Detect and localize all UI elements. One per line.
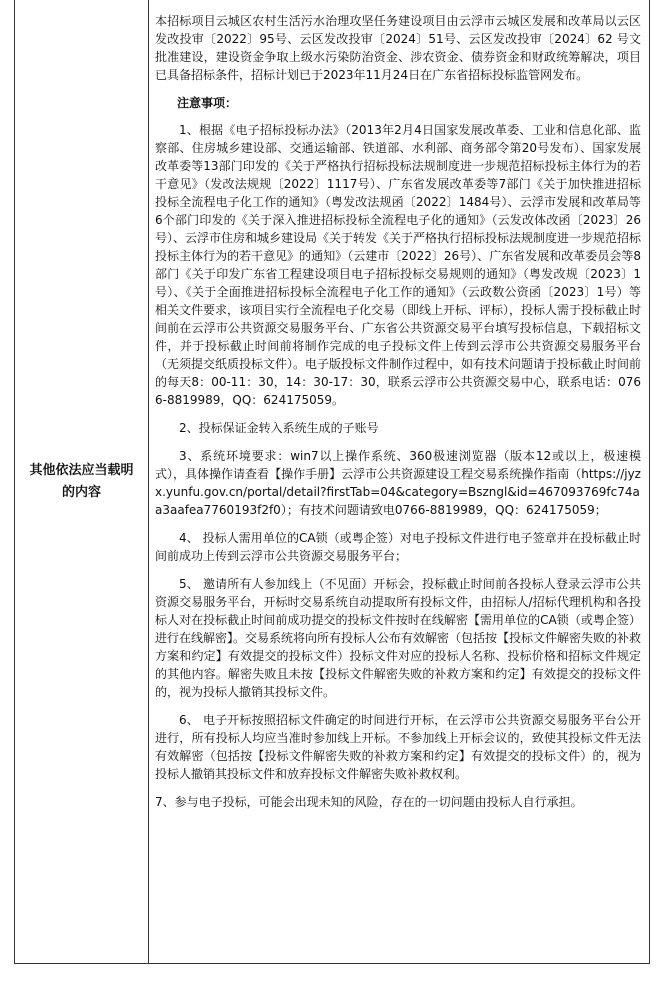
notice-item-2: 2、投标保证金转入系统生成的子账号	[179, 421, 379, 435]
notice-item-5: 5、 邀请所有人参加线上（不见面）开标会，投标截止时间前各投标人登录云浮市公共资源交易服务平台，开标时交易系统自动提取所有投标文件，由招标人/招标代理机构和各投标人对在投标截止时间前成功提交的投标文件按时在线解密【需用单位的CA锁（或粤企签）进行在线解密】。交易系统将向所有投标人公布有效解密（包括按【投标文件解密失败的补救方案和约定】有效提交的投标文件）投标文件对应的投标人名称、投标价格和招标文件规定的其他内容。解密失败且未按【投标文件解密失败的补救方案和约定】有效提交的投标文件的，视为投标人撤销其投标文件。	[155, 577, 642, 699]
notice-item-6: 6、 电子开标按照招标文件确定的时间进行开标，在云浮市公共资源交易服务平台公开进行，所有投标人均应当准时参加线上开标。不参加线上开标会议的，致使其投标文件无法有效解密（包括按【投标文件解密失败的补救方案和约定】有效提交的投标文件）的，视为投标人撤销其投标文件和放弃投标文件解密失败补救权利。	[155, 713, 641, 781]
notice-item-7: 7、参与电子投标，可能会出现未知的风险，存在的一切问题由投标人自行承担。	[155, 795, 583, 809]
intro-paragraph: 本招标项目云城区农村生活污水治理攻坚任务建设项目由云浮市云城区发展和改革局以云区发改投审〔2022〕95号、云区发改投审〔2024〕51号、云区发改投审〔2024〕62 号文批准建设，建设资金争取上级水污染防治资金、涉农资金、债券资金和财政统筹解决，项目已具备招标条件，招标计划已于2023年11月24日在广东省招标投标监管网发布。	[155, 14, 641, 82]
notice-item-1: 1、根据《电子招标投标办法》（2013年2月4日国家发展改革委、工业和信息化部、监察部、住房城乡建设部、交通运输部、铁道部、水利部、商务部令第20号发布）、国家发展改革委等13部门印发的《关于严格执行招标投标法规制度进一步规范招标投标主体行为的若干意见》（发改法规规〔2022〕1117号）、广东省发展改革委等7部门《关于加快推进招标投标全流程电子化工作的通知》（粤发改法规函〔2022〕1484号）、云浮市发展和改革局等6个部门印发的《关于深入推进招标投标全流程电子化的通知》（云发改体改函〔2023〕26号）、云浮市住房和城乡建设局《关于转发《关于严格执行招标投标法规制度进一步规范招标投标主体行为的若干意见》的通知》（云建市〔2022〕26号）、广东省发展和改革委员会等8部门《关于印发广东省工程建设项目电子招标投标交易规则的通知》（粤发改规〔2023〕1号）、《关于全面推进招标投标全流程电子化工作的通知》（云政数公资函〔2023〕1号）等相关文件要求，该项目实行全流程电子化交易（即线上开标、评标），投标人需于投标截止时间前在云浮市公共资源交易服务平台、广东省公共资源交易平台填写投标信息，下载招标文件，并于投标截止时间前将制作完成的电子投标文件上传到云浮市公共资源交易服务平台（无须提交纸质投标文件）。电子版投标文件制作过程中，如有技术问题请于投标截止时间前的每天8：00-11：30，14：30-17：30，联系云浮市公共资源交易中心，联系电话：0766-8819989，QQ：624175059。	[155, 123, 642, 407]
notice-title: 注意事项：	[177, 96, 238, 110]
notice-item-3: 3、系统环境要求：win7以上操作系统、360极速浏览器（版本12或以上，极速模式），具体操作请查看【操作手册】云浮市公共资源建设工程交易系统操作指南（https://jyzx.yunfu.gov.cn/portal/detail?firstTab=04&category=Bszngl&id=467093769fc74aa3aafea7760193f2f0）；有技术问题请致电0766-8819989，QQ：624175059；	[155, 449, 641, 517]
notice-table	[14, 0, 650, 964]
column-divider	[148, 0, 149, 963]
notice-item-4: 4、 投标人需用单位的CA锁（或粤企签）对电子投标文件进行电子签章并在投标截止时间前成功上传到云浮市公共资源交易服务平台；	[155, 531, 641, 563]
label-cell	[15, 0, 148, 963]
content-cell	[155, 12, 641, 811]
row-label: 其他依法应当载明的内容	[29, 462, 134, 500]
